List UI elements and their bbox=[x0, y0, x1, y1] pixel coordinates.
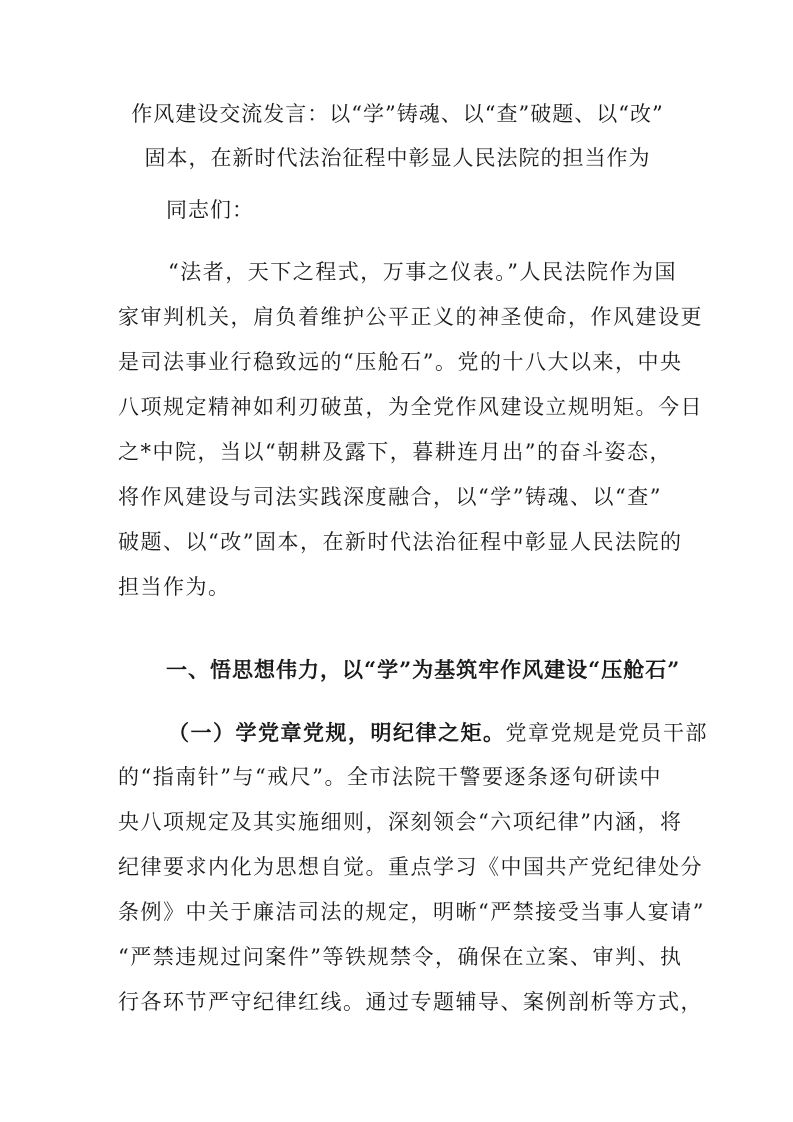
intro-line-7: 破题、以“改”固本，在新时代法治征程中彰显人民法院的 bbox=[118, 530, 683, 554]
intro-line-5: 之*中院，当以“朝耕及露下，暮耕连月出”的奋斗姿态， bbox=[118, 440, 672, 464]
subsection-1-heading: （一）学党章党规，明纪律之矩。 bbox=[168, 720, 506, 745]
intro-line-8: 担当作为。 bbox=[118, 575, 231, 599]
intro-line-2: 家审判机关，肩负着维护公平正义的神圣使命，作风建设更 bbox=[118, 305, 703, 329]
intro-line-1: “法者，天下之程式，万事之仪表。”人民法院作为国 bbox=[168, 260, 677, 284]
subsection-1-line-3: 央八项规定及其实施细则，深刻领会“六项纪律”内涵，将 bbox=[118, 810, 683, 834]
document-title-line-1: 作风建设交流发言：以“学”铸魂、以“查”破题、以“改” bbox=[131, 102, 664, 126]
intro-line-6: 将作风建设与司法实践深度融合，以“学”铸魂、以“查” bbox=[118, 485, 662, 509]
subsection-1-first-line bbox=[168, 722, 708, 744]
subsection-1-line-7: 行各环节严守纪律红线。通过专题辅导、案例剖析等方式， bbox=[118, 990, 703, 1014]
section-1-heading: 一、悟思想伟力，以“学”为基筑牢作风建设“压舱石” bbox=[166, 657, 681, 682]
subsection-1-line-4: 纪律要求内化为思想自觉。重点学习《中国共产党纪律处分 bbox=[118, 855, 703, 879]
document-title-line-2: 固本，在新时代法治征程中彰显人民法院的担当作为 bbox=[144, 146, 651, 170]
subsection-1-line-5: 条例》中关于廉洁司法的规定，明晰“严禁接受当事人宴请” bbox=[118, 900, 705, 924]
intro-line-3: 是司法事业行稳致远的“压舱石”。党的十八大以来，中央 bbox=[118, 350, 683, 374]
subsection-1-first-line-text: 党章党规是党员干部 bbox=[505, 721, 708, 745]
intro-line-4: 八项规定精神如利刃破茧，为全党作风建设立规明矩。今日 bbox=[118, 395, 703, 419]
salutation: 同志们： bbox=[166, 198, 254, 222]
subsection-1-line-6: “严禁违规过问案件”等铁规禁令，确保在立案、审判、执 bbox=[118, 945, 683, 969]
subsection-1-line-2: 的“指南针”与“戒尺”。全市法院干警要逐条逐句研读中 bbox=[118, 765, 662, 789]
